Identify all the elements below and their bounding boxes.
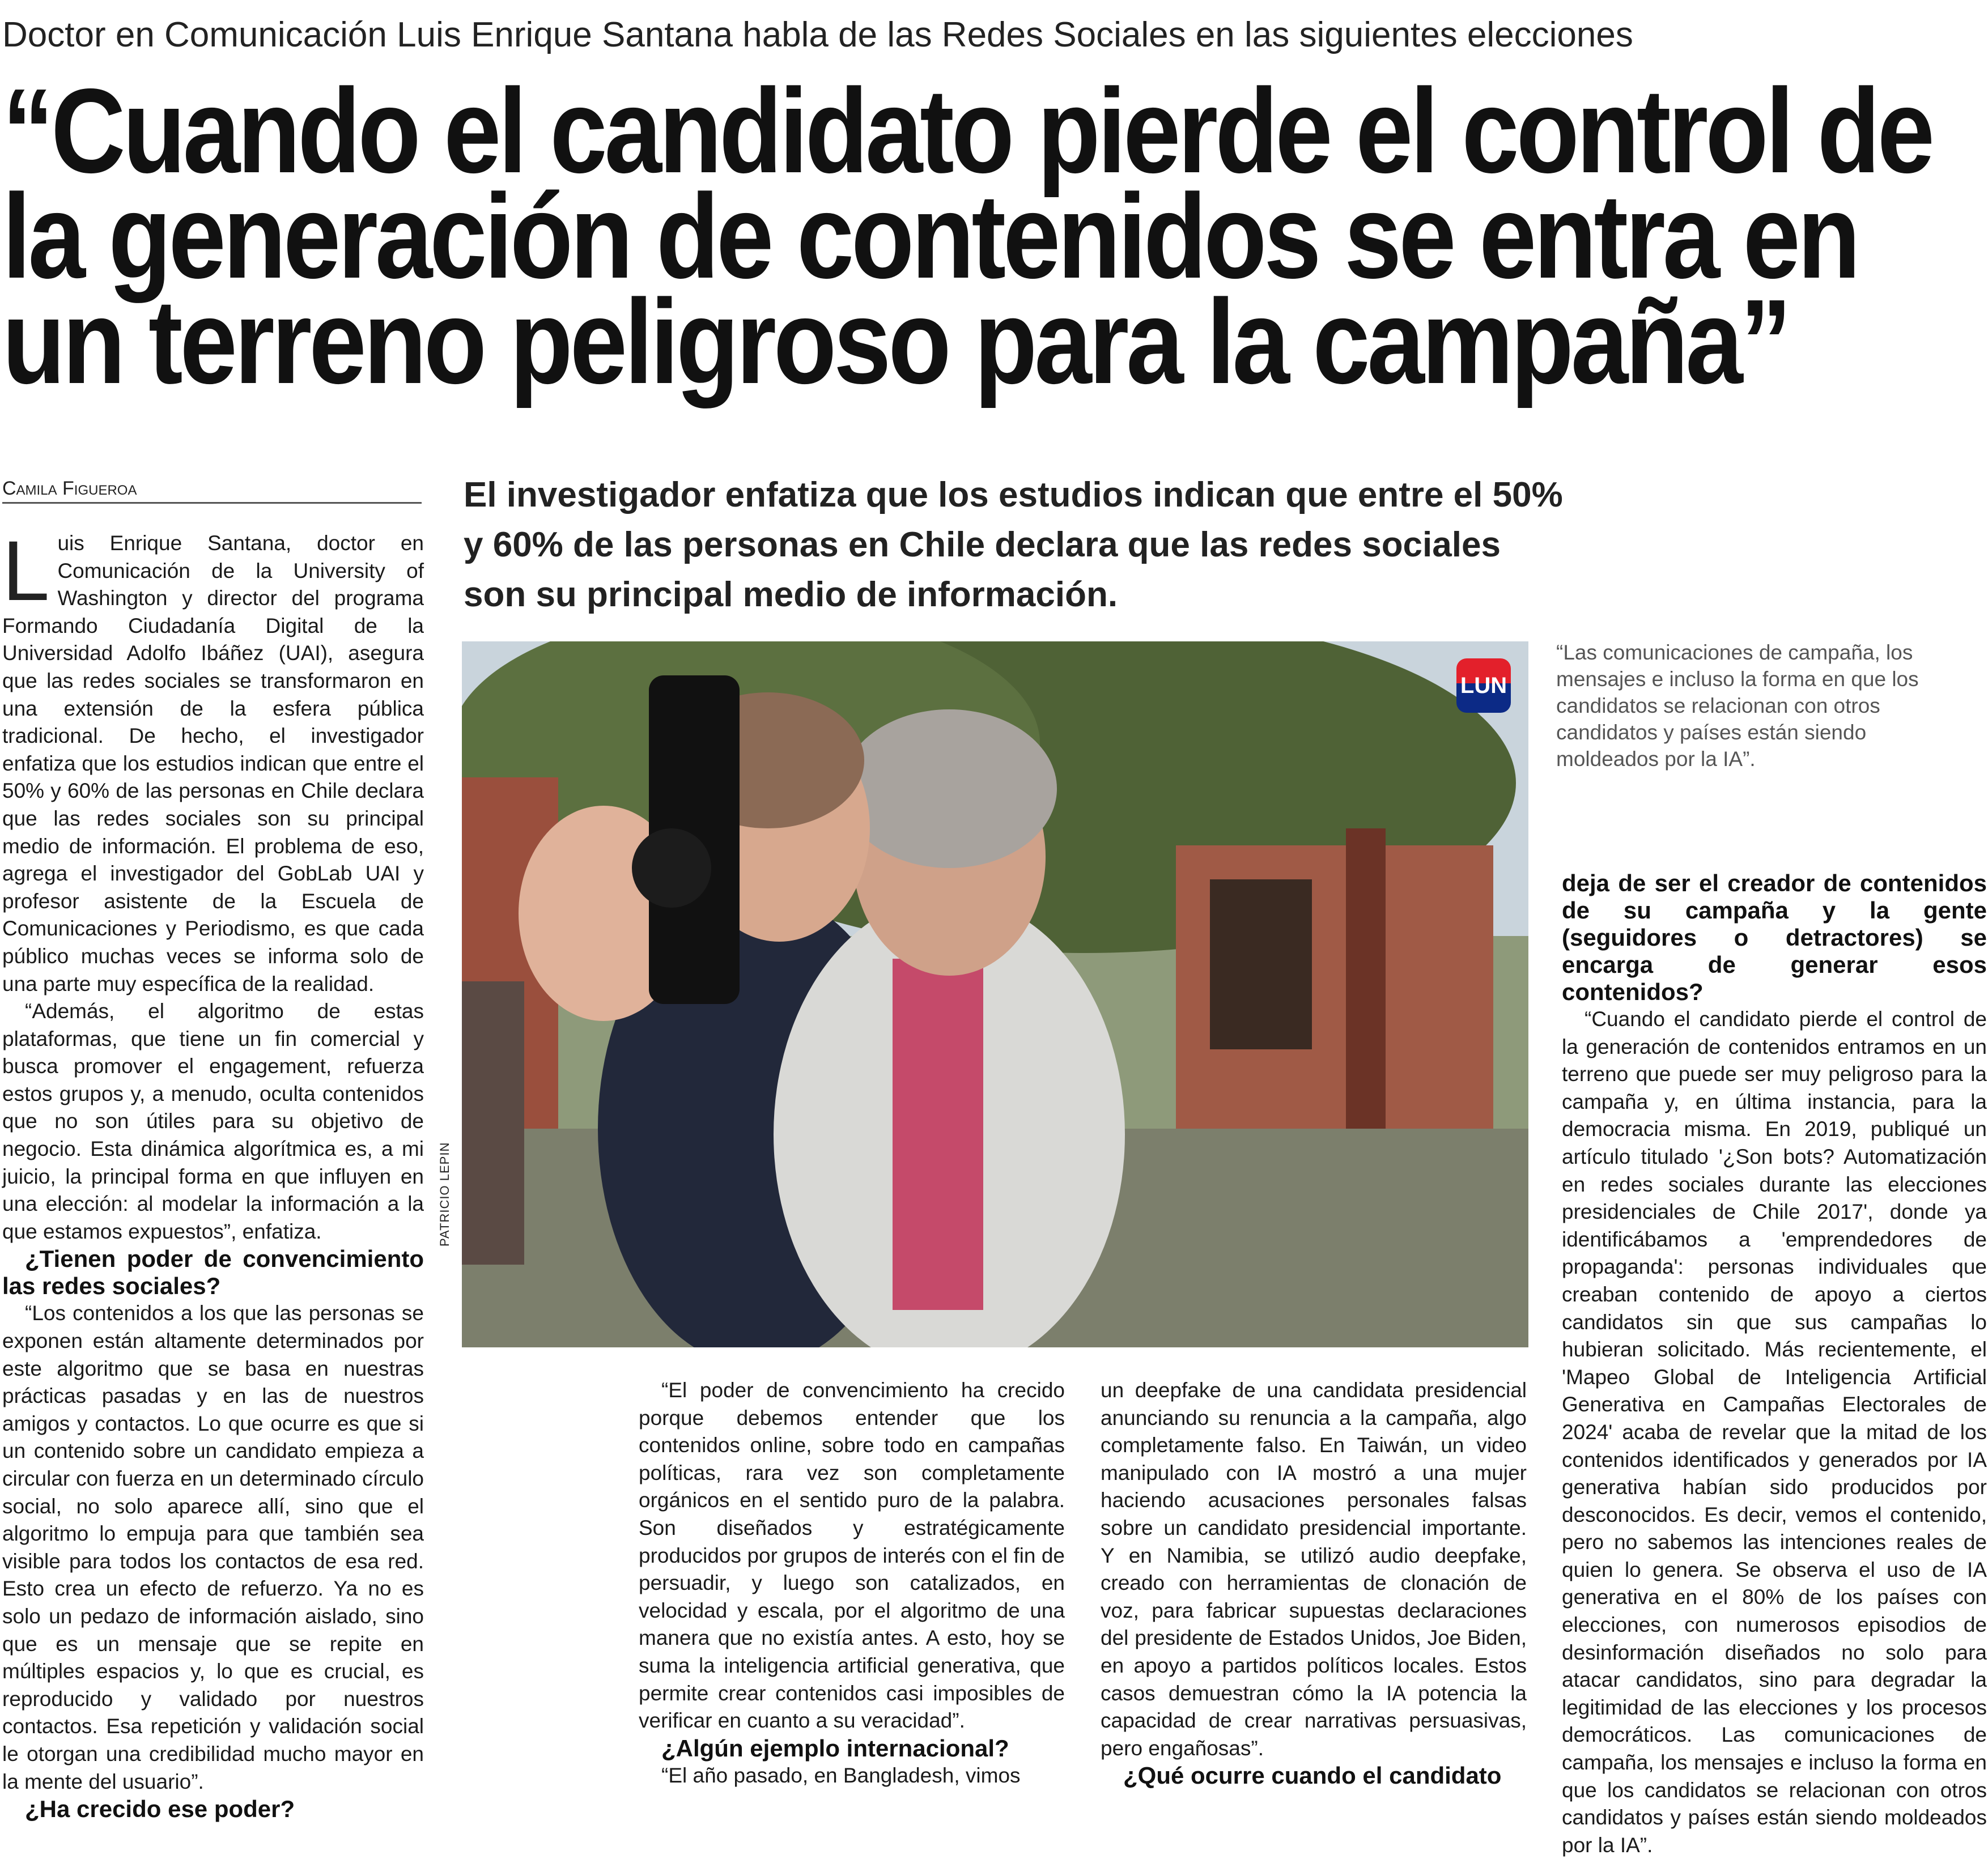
body-paragraph: “Los contenidos a los que las personas se exponen están altamente determinados por este algoritmo que se basa en nuestras prácticas pasadas y en las de nuestros amigos y contactos. Lo que ocurre es que si un contenido sobre un candidato empieza a circular con fuerza en un determinado círculo social, no solo aparece allí, sino que el algoritmo lo empuja para que también sea visible para todos los contactos de esa red. Esto crea un efecto de refuerzo. Ya no es solo un pedazo de información aislado, sino que es un mensaje que se repite en múltiples espacios y, lo que es crucial, es reproducido y validado por nuestros contactos. Esa repetición y validación social le otorgan una credibilidad mucho mayor en la mente del usuario”. [2,1301,424,1793]
lun-logo: LUN [1456,658,1511,713]
headline-line: la generación de contenidos se entra en [2,169,1858,303]
body-paragraph: “El poder de convencimiento ha crecido porque debemos entender que los contenidos online, sobre todo en campañas políticas, rara vez son completamente orgánicos en el sentido puro de la palabra. Son diseñados y estratégicamente producidos por grupos de interés con el fin de persuadir, y luego son catalizados, en velocidad y escala, por el algoritmo de una manera que no existía antes. A esto, hoy se suma la inteligencia artificial generativa, que permite crear contenidos casi imposibles de verificar en cuanto a su veracidad”. [639,1379,1065,1733]
photo-illustration [462,641,1528,1347]
photo [462,641,1528,1347]
kicker: Doctor en Comunicación Luis Enrique Santana habla de las Redes Sociales en las siguientes elecciones [2,15,1633,54]
question-heading: ¿Tienen poder de convencimiento las redes sociales? [2,1245,424,1300]
headline [2,63,1932,409]
body-paragraph: “Cuando el candidato pierde el control de la generación de contenidos entramos en un terreno que puede ser muy peligroso para la campaña y, en última instancia, para la democracia misma. En 2019, publiqué un artículo titulado '¿Son bots? Automatización en redes sociales durante las elecciones presidenciales de Chile 2017', donde ya identificábamos a 'emprendedores de propaganda': personas individuales que creaban contenido de apoyo a ciertos candidatos sin que sus campañas lo hubieran solicitado. Más recientemente, el 'Mapeo Global de Inteligencia Artificial Generativa en Campañas Electorales de 2024' acaba de revelar que la mitad de los contenidos identificados y generados por IA generativa habían sido producidos por desconocidos. Es decir, vemos el contenido, pero no sabemos las intenciones reales de quien lo genera. Se observa el uso de IA generativa en el 80% de los países con elecciones, con numerosos episodios de desinformación diseñados no solo para atacar candidatos, sino para degradar la legitimidad de las elecciones y los procesos democráticos. Las comunicaciones de campaña, los mensajes e incluso la forma en que los candidatos se relacionan con otros candidatos y países están siendo moldeados por la IA”. [1562,1007,1987,1857]
question-heading: ¿Algún ejemplo internacional? [661,1734,1009,1762]
body-paragraph: “El año pasado, en Bangladesh, vimos [661,1763,1021,1787]
body-column-4 [1562,870,1987,1859]
body-column-3 [1101,1377,1527,1789]
byline: Camila Figueroa [2,476,422,504]
question-heading: ¿Ha crecido ese poder? [25,1796,295,1823]
question-heading: deja de ser el creador de contenidos de su campaña y la gente (seguidores o detractores) se encarga de generar esos contenidos? [1562,870,1987,1005]
deck: El investigador enfatiza que los estudios indican que entre el 50% y 60% de las personas en Chile declara que las redes sociales son su principal medio de información. [464,475,1563,614]
photo-credit: PATRICIO LEPIN [437,1142,452,1247]
body-column-2 [639,1377,1065,1789]
body-column-1 [2,523,424,1823]
body-paragraph: “Además, el algoritmo de estas plataformas, que tiene un fin comercial y busca promover el engagement, refuerza estos grupos y, a menudo, oculta contenidos que no son útiles para su objetivo de negocio. Esta dinámica algorítmica es, a mi juicio, la principal forma en que influyen en una elección: al modelar la información a la que estamos expuestos”, enfatiza. [2,999,424,1243]
question-heading: ¿Qué ocurre cuando el candidato [1123,1762,1502,1789]
pull-quote: “Las comunicaciones de campaña, los mensajes e incluso la forma en que los candidatos se relacionan con otros candidatos y países están siendo moldeados por la IA”. [1556,641,1919,771]
body-paragraph: Luis Enrique Santana, doctor en Comunicación de la University of Washington y director del programa Formando Ciudadanía Digital de la Universidad Adolfo Ibáñez (UAI), asegura que las redes sociales se transformaron en una extensión de la esfera pública tradicional. De hecho, el investigador enfatiza que los estudios indican que entre el 50% y 60% de las personas en Chile declara que las redes sociales son su principal medio de información. El problema de eso, agrega el investigador del GobLab UAI y profesor asistente de la Escuela de Comunicaciones y Periodismo, es que cada público muchas veces se informa solo de una parte muy específica de la realidad. [2,523,424,996]
drop-cap: L [2,523,50,618]
headline-line: “Cuando el candidato pierde el control de [2,63,1932,198]
headline-line: un terreno peligroso para la campaña” [2,274,1789,409]
body-paragraph: un deepfake de una candidata presidencial anunciando su renuncia a la campaña, algo completamente falso. En Taiwán, un video manipulado con IA mostró a una mujer haciendo acusaciones personales falsas sobre un candidato presidencial importante. Y en Namibia, se utilizó audio deepfake, creado con herramientas de clonación de voz, para fabricar supuestas declaraciones del presidente de Estados Unidos, Joe Biden, en apoyo a partidos políticos locales. Estos casos demuestran cómo la IA potencia la capacidad de crear narrativas persuasivas, pero engañosas”. [1101,1379,1527,1760]
